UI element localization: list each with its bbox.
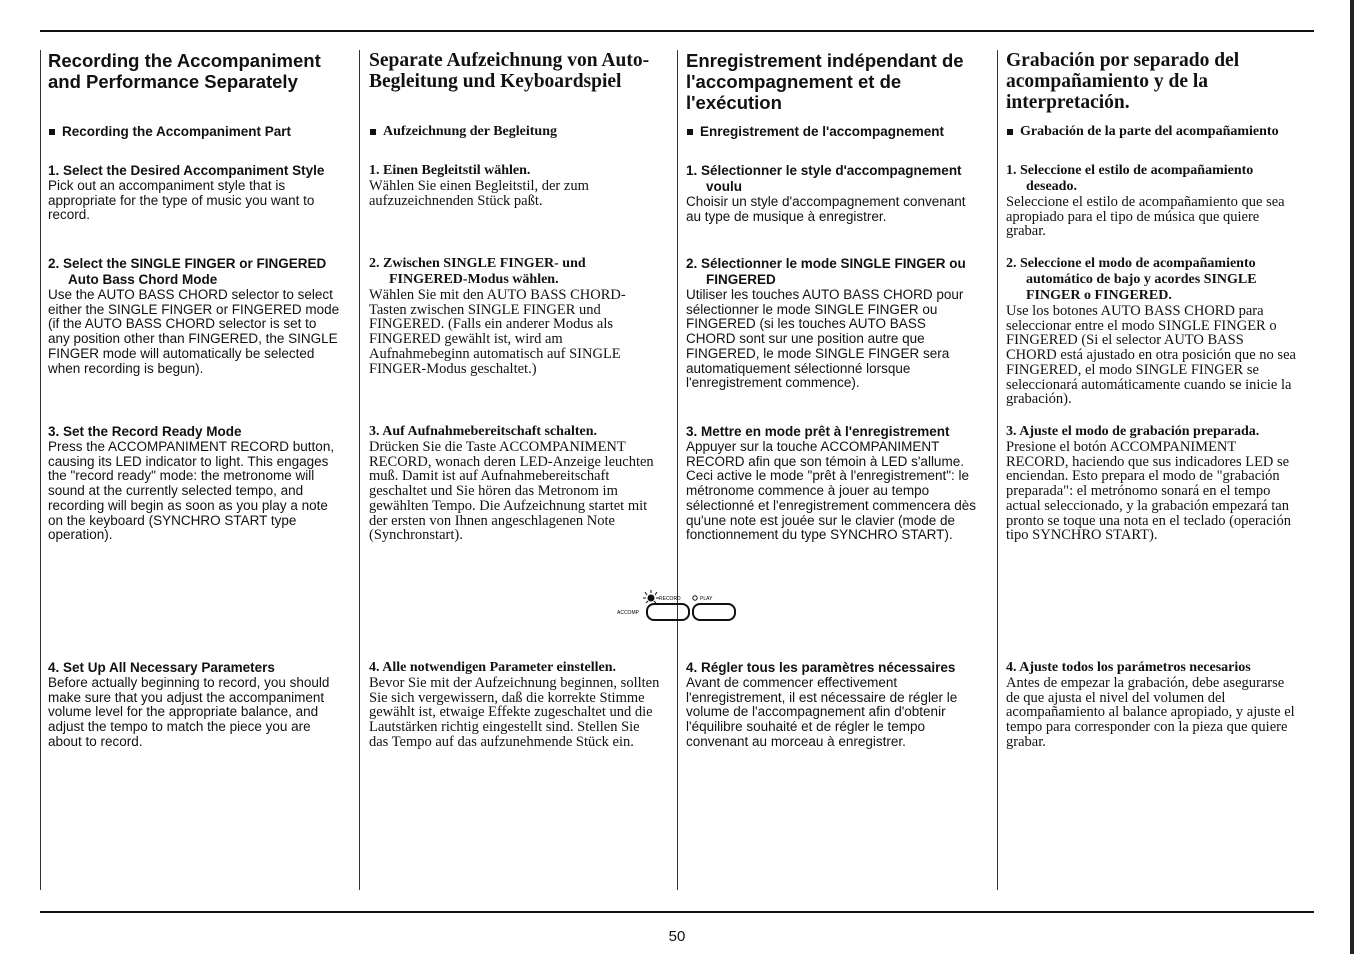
step-heading: 4. Régler tous les paramètres nécessaires xyxy=(686,660,956,675)
step-body: Appuyer sur la touche ACCOMPANIMENT RECORD afin que son témoin à LED s'allume. Ceci active le mode "prêt à l'enregistrement": le métronome commence à jouer au tempo sélectionné et l'enregistrement commencera dès qu'une note est jouée sur le clavier (mode de fonctionnement du type SYNCHRO START). xyxy=(686,439,976,543)
step-2 xyxy=(1006,256,1298,407)
part-heading: Enregistrement de l'accompagnement xyxy=(686,124,1000,140)
step-3 xyxy=(686,424,978,543)
record-label: RECORD xyxy=(659,596,681,602)
step-heading: 4. Ajuste todos los parámetros necesarios xyxy=(1006,660,1251,675)
column-divider xyxy=(997,50,998,890)
step-heading: 2. Sélectionner le mode SINGLE FINGER ou FINGERED xyxy=(686,256,966,287)
step-1 xyxy=(48,163,340,223)
step-4 xyxy=(686,660,978,750)
step-heading: 3. Mettre en mode prêt à l'enregistrement xyxy=(686,424,950,439)
step-heading: 4. Alle notwendigen Parameter einstellen. xyxy=(369,660,617,675)
step-heading: 3. Auf Aufnahmebereitschaft schalten. xyxy=(369,424,598,439)
step-3 xyxy=(48,424,340,543)
step-body: Avant de commencer effectivement l'enregistrement, il est nécessaire de régler le volume de l'accompagnement afin d'obtenir l'équilibre souhaité et de régler le tempo convenant au morceau à enregistrer. xyxy=(686,675,958,749)
step-body: Press the ACCOMPANIMENT RECORD button, causing its LED indicator to light. This engages the "record ready" mode: the metronome will sound at the currently selected tempo, and recording will begin as soon as you play a note on the keyboard (SYNCHRO START type operation). xyxy=(48,439,335,543)
step-heading: 2. Select the SINGLE FINGER or FINGERED Auto Bass Chord Mode xyxy=(48,256,327,287)
accomp-label: ACCOMP xyxy=(617,610,639,616)
page-number: 50 xyxy=(668,928,686,945)
step-heading: 2. Zwischen SINGLE FINGER- und FINGERED-Modus wählen. xyxy=(369,256,586,287)
column-spanish xyxy=(1006,50,1306,750)
play-button-illustration xyxy=(693,604,735,620)
step-body: Antes de empezar la grabación, debe asegurarse de que ajusta el nivel del volumen del acompañamiento al balance apropiado, y ajuste el tempo para corresponder con la pieza que quiere grabar. xyxy=(1006,675,1295,750)
section-title: Separate Aufzeichnung von Auto-Begleitung und Keyboardspiel xyxy=(369,50,650,92)
step-2 xyxy=(48,256,340,376)
top-rule xyxy=(40,30,1314,32)
step-1 xyxy=(686,163,978,224)
bottom-rule xyxy=(40,911,1314,913)
step-body: Choisir un style d'accompagnement convenant au type de musique à enregistrer. xyxy=(686,194,966,224)
record-led-burst-icon xyxy=(643,590,659,603)
column-divider xyxy=(677,50,678,890)
section-title: Recording the Accompaniment and Performance Separately xyxy=(48,50,321,92)
step-body: Before actually beginning to record, you should make sure that you adjust the accompaniment volume level for the appropriate balance, and adjust the tempo to match the piece you are about to record. xyxy=(48,675,330,749)
step-3 xyxy=(1006,424,1298,543)
section-title: Enregistrement indépendant de l'accompagnement et de l'exécution xyxy=(686,50,964,113)
play-label: PLAY xyxy=(700,596,713,602)
part-heading: Grabación de la parte del acompañamiento xyxy=(1006,124,1310,140)
step-body: Wählen Sie einen Begleitstil, der zum aufzuzeichnenden Stück paßt. xyxy=(369,178,589,209)
step-body: Drücken Sie die Taste ACCOMPANIMENT RECORD, wonach deren LED-Anzeige leuchten muß. Damit ist auf Aufnahmebereitschaft geschaltet und Sie hören das Metronom im gewählten Tempo. Die Aufzeichnung startet mit der ersten von Ihnen angeschlagenen Note (Synchronstart). xyxy=(369,439,654,544)
step-heading: 1. Sélectionner le style d'accompagnement voulu xyxy=(686,163,962,194)
step-body: Utiliser les touches AUTO BASS CHORD pour sélectionner le mode SINGLE FINGER ou FINGERED (si les touches AUTO BASS CHORD sont sur une position autre que FINGERED, le mode SINGLE FINGER sera automatiquement sélectionné lorsque l'enregistrement commence). xyxy=(686,287,964,391)
step-1 xyxy=(1006,163,1298,239)
scan-edge xyxy=(1350,0,1354,954)
step-heading: 1. Einen Begleitstil wählen. xyxy=(369,163,531,178)
step-4 xyxy=(48,660,340,750)
column-divider xyxy=(40,50,41,890)
step-2 xyxy=(369,256,661,376)
column-divider xyxy=(359,50,360,890)
record-button-illustration xyxy=(647,604,689,620)
play-led-icon xyxy=(693,596,697,600)
part-heading: Aufzeichnung der Begleitung xyxy=(369,124,683,140)
step-body: Seleccione el estilo de acompañamiento que sea apropiado para el tipo de música que quiere grabar. xyxy=(1006,194,1285,240)
step-body: Pick out an accompaniment style that is appropriate for the type of music you want to record. xyxy=(48,178,315,223)
step-body: Wählen Sie mit den AUTO BASS CHORD-Tasten zwischen SINGLE FINGER und FINGERED. (Falls ein anderer Modus als FINGERED gewählt ist, wird am Aufnahmebeginn automatisch auf SINGLE FINGER-Modus geschaltet.) xyxy=(369,287,626,377)
step-3 xyxy=(369,424,661,543)
step-body: Use los botones AUTO BASS CHORD para seleccionar entre el modo SINGLE FINGER o FINGERED (Si el selector AUTO BASS CHORD está ajustado en otra posición que no sea FINGERED, el modo SINGLE FINGER se seleccionará automáticamente cuando se inicie la grabación). xyxy=(1006,303,1296,408)
step-4 xyxy=(369,660,661,750)
section-title: Grabación por separado del acompañamiento y de la interpretación. xyxy=(1006,50,1240,113)
step-body: Use the AUTO BASS CHORD selector to select either the SINGLE FINGER or FINGERED mode (if the AUTO BASS CHORD selector is set to any position other than FINGERED, the SINGLE FINGER mode will automatically be selected when recording is begun). xyxy=(48,287,340,376)
step-heading: 4. Set Up All Necessary Parameters xyxy=(48,660,275,675)
step-body: Bevor Sie mit der Aufzeichnung beginnen, sollten Sie sich vergewissern, daß die korrekte Stimme gewählt ist, etwaige Effekte zugeschaltet und die Lautstärken richtig eingestellt sind. Stellen Sie das Tempo auf das aufzunehmende Stück ein. xyxy=(369,675,660,750)
part-heading: Recording the Accompaniment Part xyxy=(48,124,362,140)
step-2 xyxy=(686,256,978,391)
step-body: Presione el botón ACCOMPANIMENT RECORD, haciendo que sus indicadores LED se enciendan. Esto prepara el modo de "grabación preparada": el metrónomo sonará en el tempo actual seleccionado, y la grabación empezará tan pronto se toque una nota en el teclado (operación tipo SYNCHRO START). xyxy=(1006,439,1292,544)
accompaniment-record-panel-illustration xyxy=(617,588,741,624)
step-heading: 1. Select the Desired Accompaniment Style xyxy=(48,163,325,178)
step-4 xyxy=(1006,660,1298,750)
step-heading: 3. Set the Record Ready Mode xyxy=(48,424,242,439)
column-english xyxy=(48,50,348,749)
step-heading: 1. Seleccione el estilo de acompañamiento deseado. xyxy=(1006,163,1254,194)
step-1 xyxy=(369,163,661,208)
step-heading: 2. Seleccione el modo de acompañamiento automático de bajo y acordes SINGLE FINGER o FINGERED. xyxy=(1006,256,1257,303)
column-german xyxy=(369,50,669,750)
step-heading: 3. Ajuste el modo de grabación preparada. xyxy=(1006,424,1260,439)
